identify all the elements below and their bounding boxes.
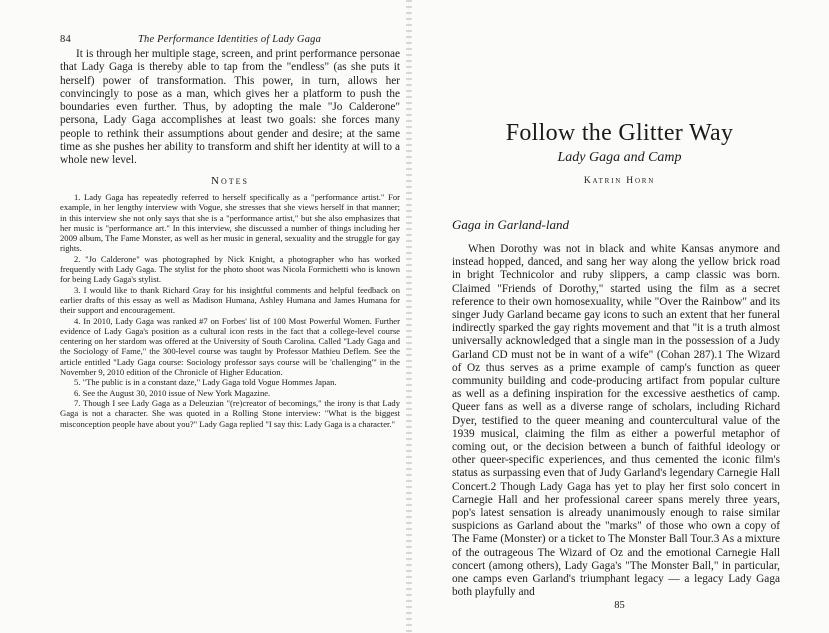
notes-list bbox=[60, 192, 400, 429]
book-gutter bbox=[406, 0, 412, 633]
right-page-number: 85 bbox=[614, 600, 625, 611]
note-item: 5. "The public is in a constant daze," Lady Gaga told Vogue Hommes Japan. bbox=[74, 377, 337, 388]
note-item: 3. I would like to thank Richard Gray for his insightful comments and helpful feedback on earlier drafts of this essay as well as Madison Humana, Ashley Humana and James Humana for their support and encouragement. bbox=[60, 284, 400, 316]
note-item: 1. Lady Gaga has repeatedly referred to herself specifically as a "performance artist." For example, in her lengthy interview with Vogue, she stresses that she views herself in that manner; in this interview she not only says that she is a "performance artist," but she also emphasizes that her music is "performance art." In this interview, she discussed a number of things including her 2009 album, The Fame Monster, as well as her music in general, sexuality and the struggle for gay rights. bbox=[60, 192, 400, 254]
note-item: 7. Though I see Lady Gaga as a Deleuzian "(re)creator of becomings," the irony is that Lady Gaga is not a character. She was quoted in a Rolling Stone interview: "What is the biggest misconception people have about you?" Lady Gaga replied "I say this: Lady Gaga is a character." bbox=[60, 397, 400, 429]
right-body-paragraph: When Dorothy was not in black and white Kansas anymore and instead hopped, danced, and sang her way along the yellow brick road in bright Technicolor and ruby slippers, a camp classic was born. Claimed "Friends of Dorothy," started using the film as a secret reference to their own homosexuality, while "Over the Rainbow" and its singer Judy Garland became gay icons to such an extent that her funeral indirectly sparked the gay rights movement and that "it is a truth almost universally acknowledged that a single man in the possession of a Judy Garland CD must not be in want of a wife" (Cohan 287).1 The Wizard of Oz thus serves as a prime example of camp's function as queer community building and code-producing artifact from popular culture as well as a defining inspiration for the excessive aesthetics of camp. Queer fans as well as a diverse range of scholars, including Richard Dyer, testified to the queer meaning and countercultural value of the 1939 musical, claiming the film as either a powerful metaphor of coming out, or the decision between a bunch of faithful ideology or other queer-specific experiences, and thus cemented the iconic film's status as surpassing even that of Judy Garland's legendary Carnegie Hall Concert.2 Though Lady Gaga has yet to play her first solo concert in Carnegie Hall and her professional career spans merely three years, pop's latest sensation is already unanimously enough to raise similar suspicions as Garland about the "marks" of those who own a copy of The Fame (Monster) or a ticket to The Monster Ball Tour.3 As a mixture of the outrageous The Wizard of Oz and the emotional Carnegie Hall concert (among others), Lady Gaga's "The Monster Ball," in particular, one camps even Garland's triumphant legacy — a legacy Lady Gaga both playfully and bbox=[452, 243, 780, 599]
right-body-text bbox=[452, 243, 780, 599]
note-item: 2. "Jo Calderone" was photographed by Nick Knight, a photographer who has worked frequently with Lady Gaga. The stylist for the photo shoot was Nicola Formichetti who is known for being Lady Gaga's stylist. bbox=[60, 253, 400, 285]
chapter-author: Katrin Horn bbox=[583, 176, 656, 186]
chapter-subtitle: Lady Gaga and Camp bbox=[557, 150, 682, 165]
notes-heading: Notes bbox=[211, 175, 249, 187]
section-heading: Gaga in Garland-land bbox=[452, 217, 569, 232]
note-item: 6. See the August 30, 2010 issue of New York Magazine. bbox=[74, 387, 271, 398]
note-item: 4. In 2010, Lady Gaga was ranked #7 on Forbes' list of 100 Most Powerful Women. Further evidence of Lady Gaga's position as a cultural icon rests in the fact that a college-level course centering on her stardom was offered at the University of South Carolina. Called "Lady Gaga and the Sociology of Fame," the 300-level course was taught by Professor Mathieu Deflem. See the article entitled "Lady Gaga course: Sociology professor says course will be 'challenging'" in the November 9, 2010 edition of the Chronicle of Higher Education. bbox=[60, 315, 400, 378]
running-head-title: The Performance Identities of Lady Gaga bbox=[138, 34, 322, 45]
left-body-text bbox=[60, 48, 400, 168]
left-body-paragraph: It is through her multiple stage, screen, and print performance personae that Lady Gaga is thereby able to tap from the "endless" (as she puts it herself) power of transformation. This power, in turn, allows her convincingly to pose as a man, which gives her a platform to push the boundaries even further. Thus, by adopting the male "Jo Calderone" persona, Lady Gaga accomplishes at least two goals: she forces many people to rethink their assumptions about gender and desire; at the same time as she pushes her ability to transform and shift her identity at will to a whole new level. bbox=[60, 48, 400, 167]
chapter-title: Follow the Glitter Way bbox=[505, 120, 734, 146]
left-page-number: 84 bbox=[60, 34, 71, 45]
